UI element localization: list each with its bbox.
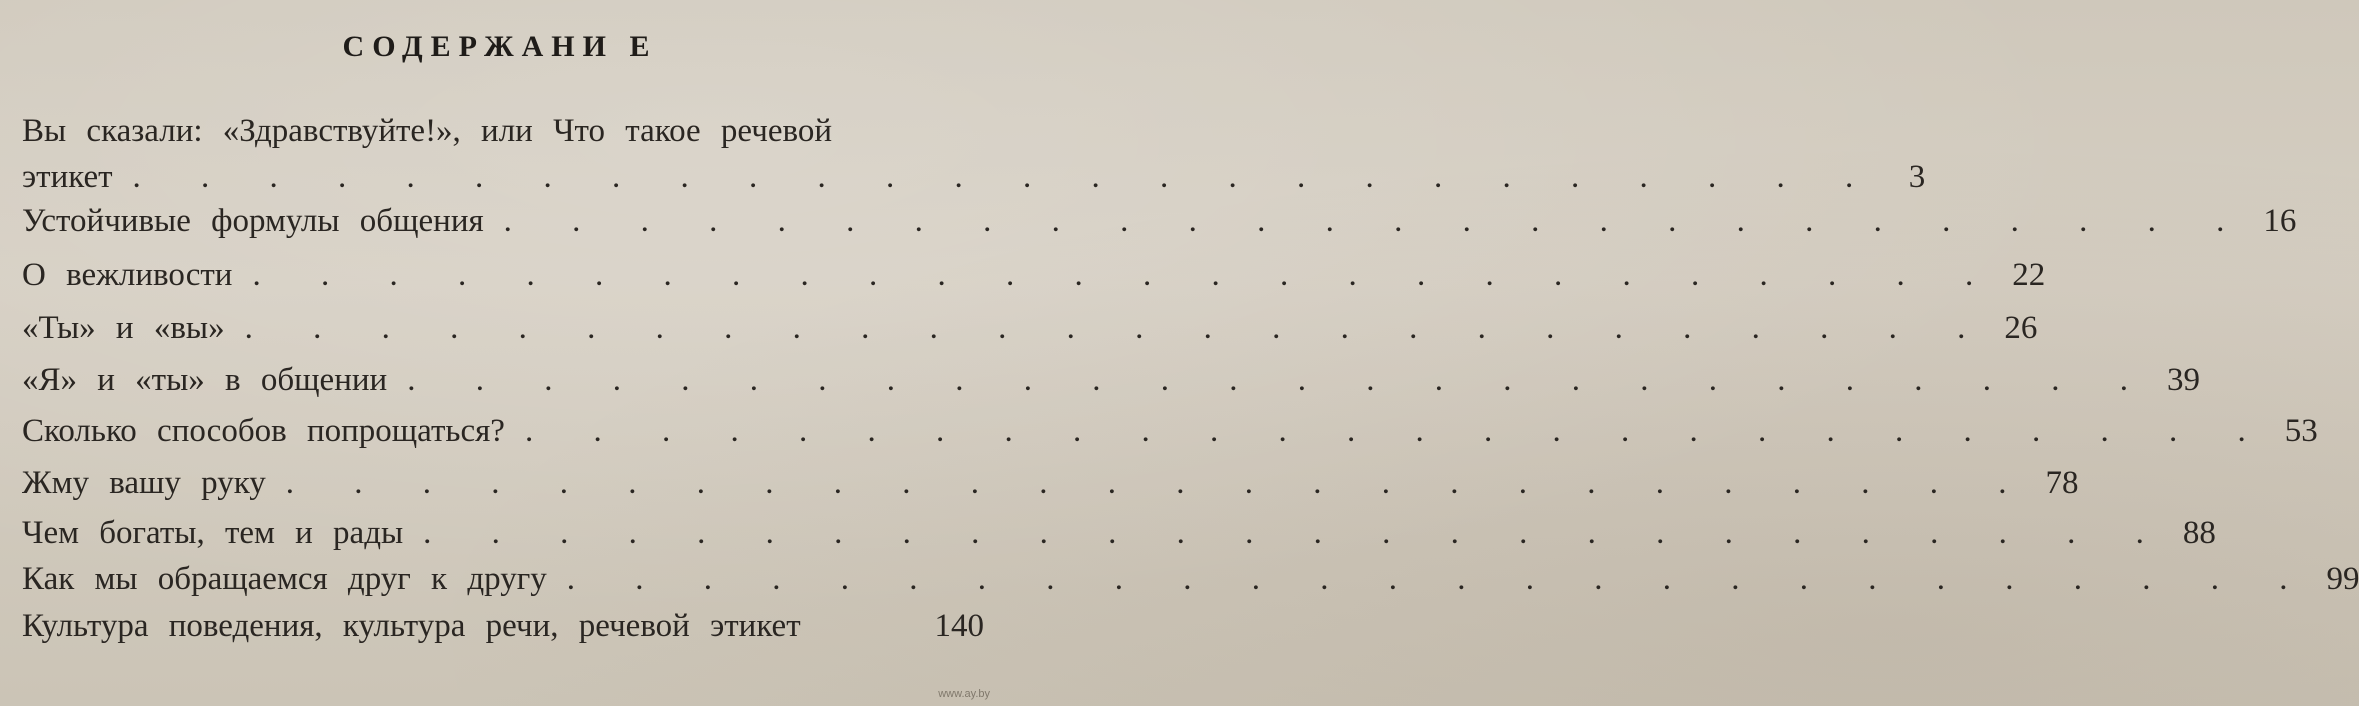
toc-page-number: 26 <box>2004 310 2038 346</box>
toc-dot-leader: . . . . . . . . . . . . . . . . . . . . . . . . . . <box>524 413 2272 449</box>
toc-entry-title: Вы сказали: «Здравствуйте!», или Что такое речевой <box>22 113 832 149</box>
toc-entry <box>22 603 984 649</box>
toc-page-number: 39 <box>2166 362 2200 398</box>
toc-entry-title: Жму вашу руку <box>22 465 266 501</box>
toc-entry-title: Культура поведения, культура речи, речевой этикет <box>22 608 801 644</box>
toc-entry-title: «Ты» и «вы» <box>22 310 225 346</box>
toc-entry-title: этикет <box>22 159 113 195</box>
toc-entry-title: «Я» и «ты» в общении <box>22 362 388 398</box>
toc-dot-leader: . . . . . . . . . . . . . . . . . . . . . . . . . . <box>285 465 2033 501</box>
toc-entry-title: О вежливости <box>22 257 233 293</box>
toc-entry <box>22 305 2038 351</box>
toc-entry-title: Сколько способов попрощаться? <box>22 413 505 449</box>
toc-page-number: 53 <box>2284 413 2318 449</box>
toc-page-number: 78 <box>2045 465 2079 501</box>
toc-dot-leader: . . . . . . . . . . . . . . . . . . . . . . . . . . <box>244 310 1992 346</box>
toc-entry <box>22 108 1926 200</box>
toc-page-number: 99 <box>2326 561 2359 597</box>
toc-entry <box>22 198 2297 244</box>
toc-page-number: 88 <box>2182 515 2216 551</box>
toc-entry <box>22 408 2318 454</box>
toc-dot-leader: . . . . . . . . . . . . . . . . . . . . . . . . . . <box>566 561 2314 597</box>
toc-entry-title: Чем богаты, тем и рады <box>22 515 404 551</box>
watermark: www.ay.by <box>938 688 990 700</box>
toc-dot-leader: . . . . . . . . . . . . . . . . . . . . . . . . . . <box>407 362 2154 398</box>
toc-entry-title: Устойчивые формулы общения <box>22 203 484 239</box>
page-title: СОДЕРЖАНИ Е <box>342 30 658 63</box>
toc-page-number: 3 <box>1908 159 1926 195</box>
toc-dot-leader: . . . . . . . . . . . . . . . . . . . . . . . . . . <box>503 203 2251 239</box>
toc-entry <box>22 357 2200 403</box>
toc-entry <box>22 460 2079 506</box>
toc-entry <box>22 510 2216 556</box>
toc-dot-leader: . . . . . . . . . . . . . . . . . . . . . . . . . . <box>132 159 1880 195</box>
toc-page-number: 22 <box>2012 257 2046 293</box>
toc-page-number: 140 <box>934 608 984 644</box>
toc-entry <box>22 252 2046 298</box>
toc-dot-leader: . . . . . . . . . . . . . . . . . . . . . . . . . . <box>252 257 2000 293</box>
toc-entry <box>22 556 2359 602</box>
toc-page-number: 16 <box>2263 203 2297 239</box>
toc-entry-title: Как мы обращаемся друг к другу <box>22 561 547 597</box>
toc-dot-leader: . . . . . . . . . . . . . . . . . . . . . . . . . . <box>423 515 2170 551</box>
